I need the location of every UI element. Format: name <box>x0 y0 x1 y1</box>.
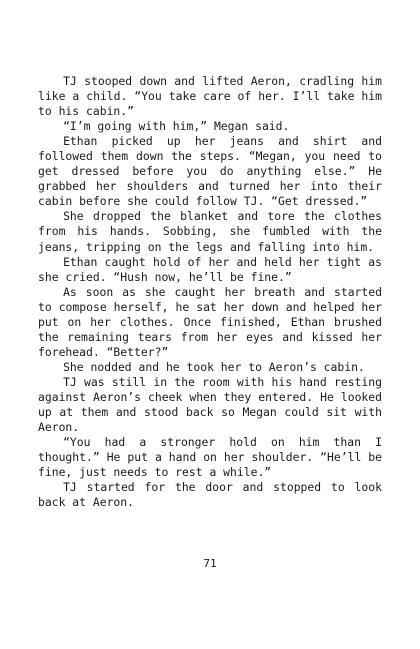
paragraph-2: “I’m going with him,” Megan said. <box>63 119 290 134</box>
paragraph-5: Ethan caught hold of her and held her tight as she cried. “Hush now, he’ll be fine.” <box>38 254 382 284</box>
page-number: 71 <box>203 557 217 570</box>
paragraph-8: TJ was still in the room with his hand resting against Aeron’s cheek when they entered. He looked up at them and stood back so Megan could sit with Aeron. <box>38 374 382 435</box>
paragraph-10: TJ started for the door and stopped to look back at Aeron. <box>38 480 382 510</box>
paragraph-3: Ethan picked up her jeans and shirt and followed them down the steps. “Megan, you need to get dressed before you do anything else.” He grabbed her shoulders and turned her into their cabin before she could follow TJ. “Get dressed.” <box>38 134 382 209</box>
paragraph-1: TJ stooped down and lifted Aeron, cradling him like a child. “You take care of her. I’ll take him to his cabin.” <box>38 74 382 119</box>
paragraph-6: As soon as she caught her breath and started to compose herself, he sat her down and helped her put on her clothes. Once finished, Ethan brushed the remaining tears from her eyes and kissed her forehead. “Better?” <box>38 284 382 359</box>
paragraph-4: She dropped the blanket and tore the clothes from his hands. Sobbing, she fumbled with the jeans, tripping on the legs and falling into him. <box>38 209 382 254</box>
paragraph-9: “You had a stronger hold on him than I thought.” He put a hand on her shoulder. “He’ll be fine, just needs to rest a while.” <box>38 435 382 480</box>
body-text <box>38 74 382 510</box>
paragraph-7: She nodded and he took her to Aeron’s cabin. <box>63 359 365 374</box>
